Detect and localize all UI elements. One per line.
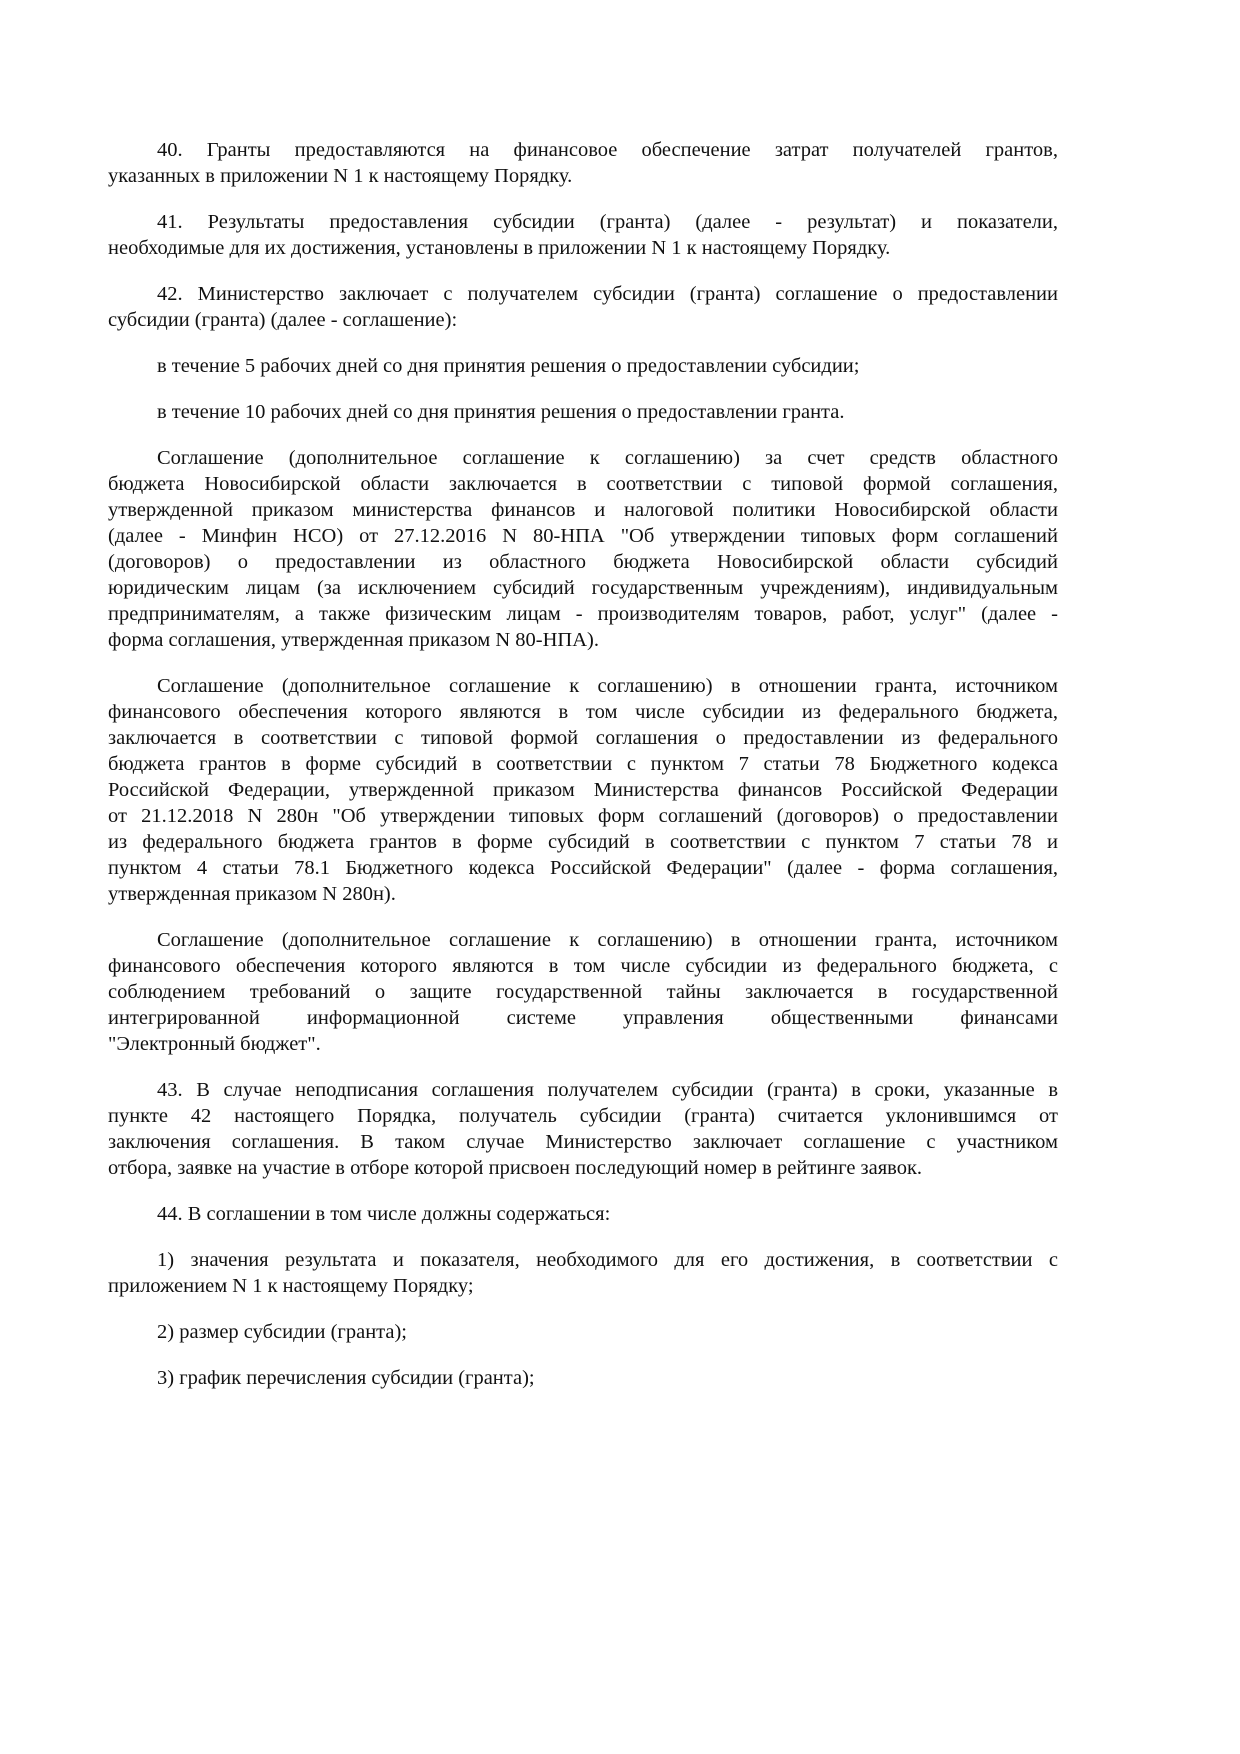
text-line: 42. Министерство заключает с получателем субсидии (гранта) соглашение о предоставлении [157, 283, 1058, 305]
text-line: 41. Результаты предоставления субсидии (гранта) (далее - результат) и показатели, [157, 211, 1058, 233]
text-line: от 21.12.2018 N 280н "Об утверждении типовых форм соглашений (договоров) о предоставлении [108, 805, 1058, 827]
text-line: Соглашение (дополнительное соглашение к соглашению) за счет средств областного [157, 447, 1058, 469]
text-line: Соглашение (дополнительное соглашение к соглашению) в отношении гранта, источником [157, 675, 1058, 697]
paragraph [108, 1365, 1058, 1391]
text-line: юридическим лицам (за исключением субсидий государственным учреждениям), индивидуальным [108, 577, 1058, 599]
text-line: отбора, заявке на участие в отборе которой присвоен последующий номер в рейтинге заявок. [108, 1157, 923, 1179]
paragraph [108, 1247, 1058, 1299]
text-line: предпринимателям, а также физическим лицам - производителям товаров, работ, услуг" (далее - [108, 603, 1058, 625]
text-line: Российской Федерации, утвержденной приказом Министерства финансов Российской Федерации [108, 779, 1058, 801]
text-line: из федерального бюджета грантов в форме субсидий в соответствии с пунктом 7 статьи 78 и [108, 831, 1058, 853]
text-line: пункте 42 настоящего Порядка, получатель субсидии (гранта) считается уклонившимся от [108, 1105, 1058, 1127]
text-line: соблюдением требований о защите государственной тайны заключается в государственной [108, 981, 1058, 1003]
paragraph [108, 927, 1058, 1057]
text-line: 44. В соглашении в том числе должны содержаться: [157, 1203, 611, 1225]
text-line: бюджета Новосибирской области заключается в соответствии с типовой формой соглашения, [108, 473, 1058, 495]
text-line: бюджета грантов в форме субсидий в соответствии с пунктом 7 статьи 78 Бюджетного кодекса [108, 753, 1058, 775]
text-line: указанных в приложении N 1 к настоящему Порядку. [108, 165, 573, 187]
text-line: "Электронный бюджет". [108, 1033, 321, 1055]
text-line: пунктом 4 статьи 78.1 Бюджетного кодекса Российской Федерации" (далее - форма соглашения, [108, 857, 1058, 879]
text-line: утвержденная приказом N 280н). [108, 883, 396, 905]
text-line: 1) значения результата и показателя, необходимого для его достижения, в соответствии с [157, 1249, 1058, 1271]
paragraph [108, 1319, 1058, 1345]
paragraph [108, 1077, 1058, 1181]
document-page [108, 137, 1058, 1411]
paragraph [108, 399, 1058, 425]
paragraph [108, 281, 1058, 333]
paragraph [108, 445, 1058, 653]
text-line: приложением N 1 к настоящему Порядку; [108, 1275, 474, 1297]
text-line: 40. Гранты предоставляются на финансовое обеспечение затрат получателей грантов, [157, 139, 1058, 161]
paragraph [108, 137, 1058, 189]
text-line: 43. В случае неподписания соглашения получателем субсидии (гранта) в сроки, указанные в [157, 1079, 1058, 1101]
text-line: заключается в соответствии с типовой формой соглашения о предоставлении из федерального [108, 727, 1058, 749]
paragraph [108, 209, 1058, 261]
text-line: 2) размер субсидии (гранта); [157, 1321, 407, 1343]
text-line: форма соглашения, утвержденная приказом N 80-НПА). [108, 629, 599, 651]
text-line: утвержденной приказом министерства финансов и налоговой политики Новосибирской области [108, 499, 1058, 521]
text-line: субсидии (гранта) (далее - соглашение): [108, 309, 458, 331]
paragraph [108, 1201, 1058, 1227]
text-line: Соглашение (дополнительное соглашение к соглашению) в отношении гранта, источником [157, 929, 1058, 951]
text-line: в течение 10 рабочих дней со дня принятия решения о предоставлении гранта. [157, 401, 845, 423]
text-line: в течение 5 рабочих дней со дня принятия решения о предоставлении субсидии; [157, 355, 860, 377]
text-line: необходимые для их достижения, установлены в приложении N 1 к настоящему Порядку. [108, 237, 891, 259]
text-line: финансового обеспечения которого являются в том числе субсидии из федерального бюджета, [108, 701, 1058, 723]
text-line: финансового обеспечения которого являются в том числе субсидии из федерального бюджета, с [108, 955, 1058, 977]
text-line: (договоров) о предоставлении из областного бюджета Новосибирской области субсидий [108, 551, 1058, 573]
paragraph [108, 353, 1058, 379]
paragraph [108, 673, 1058, 907]
text-line: 3) график перечисления субсидии (гранта); [157, 1367, 535, 1389]
text-line: заключения соглашения. В таком случае Министерство заключает соглашение с участником [108, 1131, 1058, 1153]
text-line: интегрированной информационной системе управления общественными финансами [108, 1007, 1058, 1029]
text-line: (далее - Минфин НСО) от 27.12.2016 N 80-НПА "Об утверждении типовых форм соглашений [108, 525, 1058, 547]
